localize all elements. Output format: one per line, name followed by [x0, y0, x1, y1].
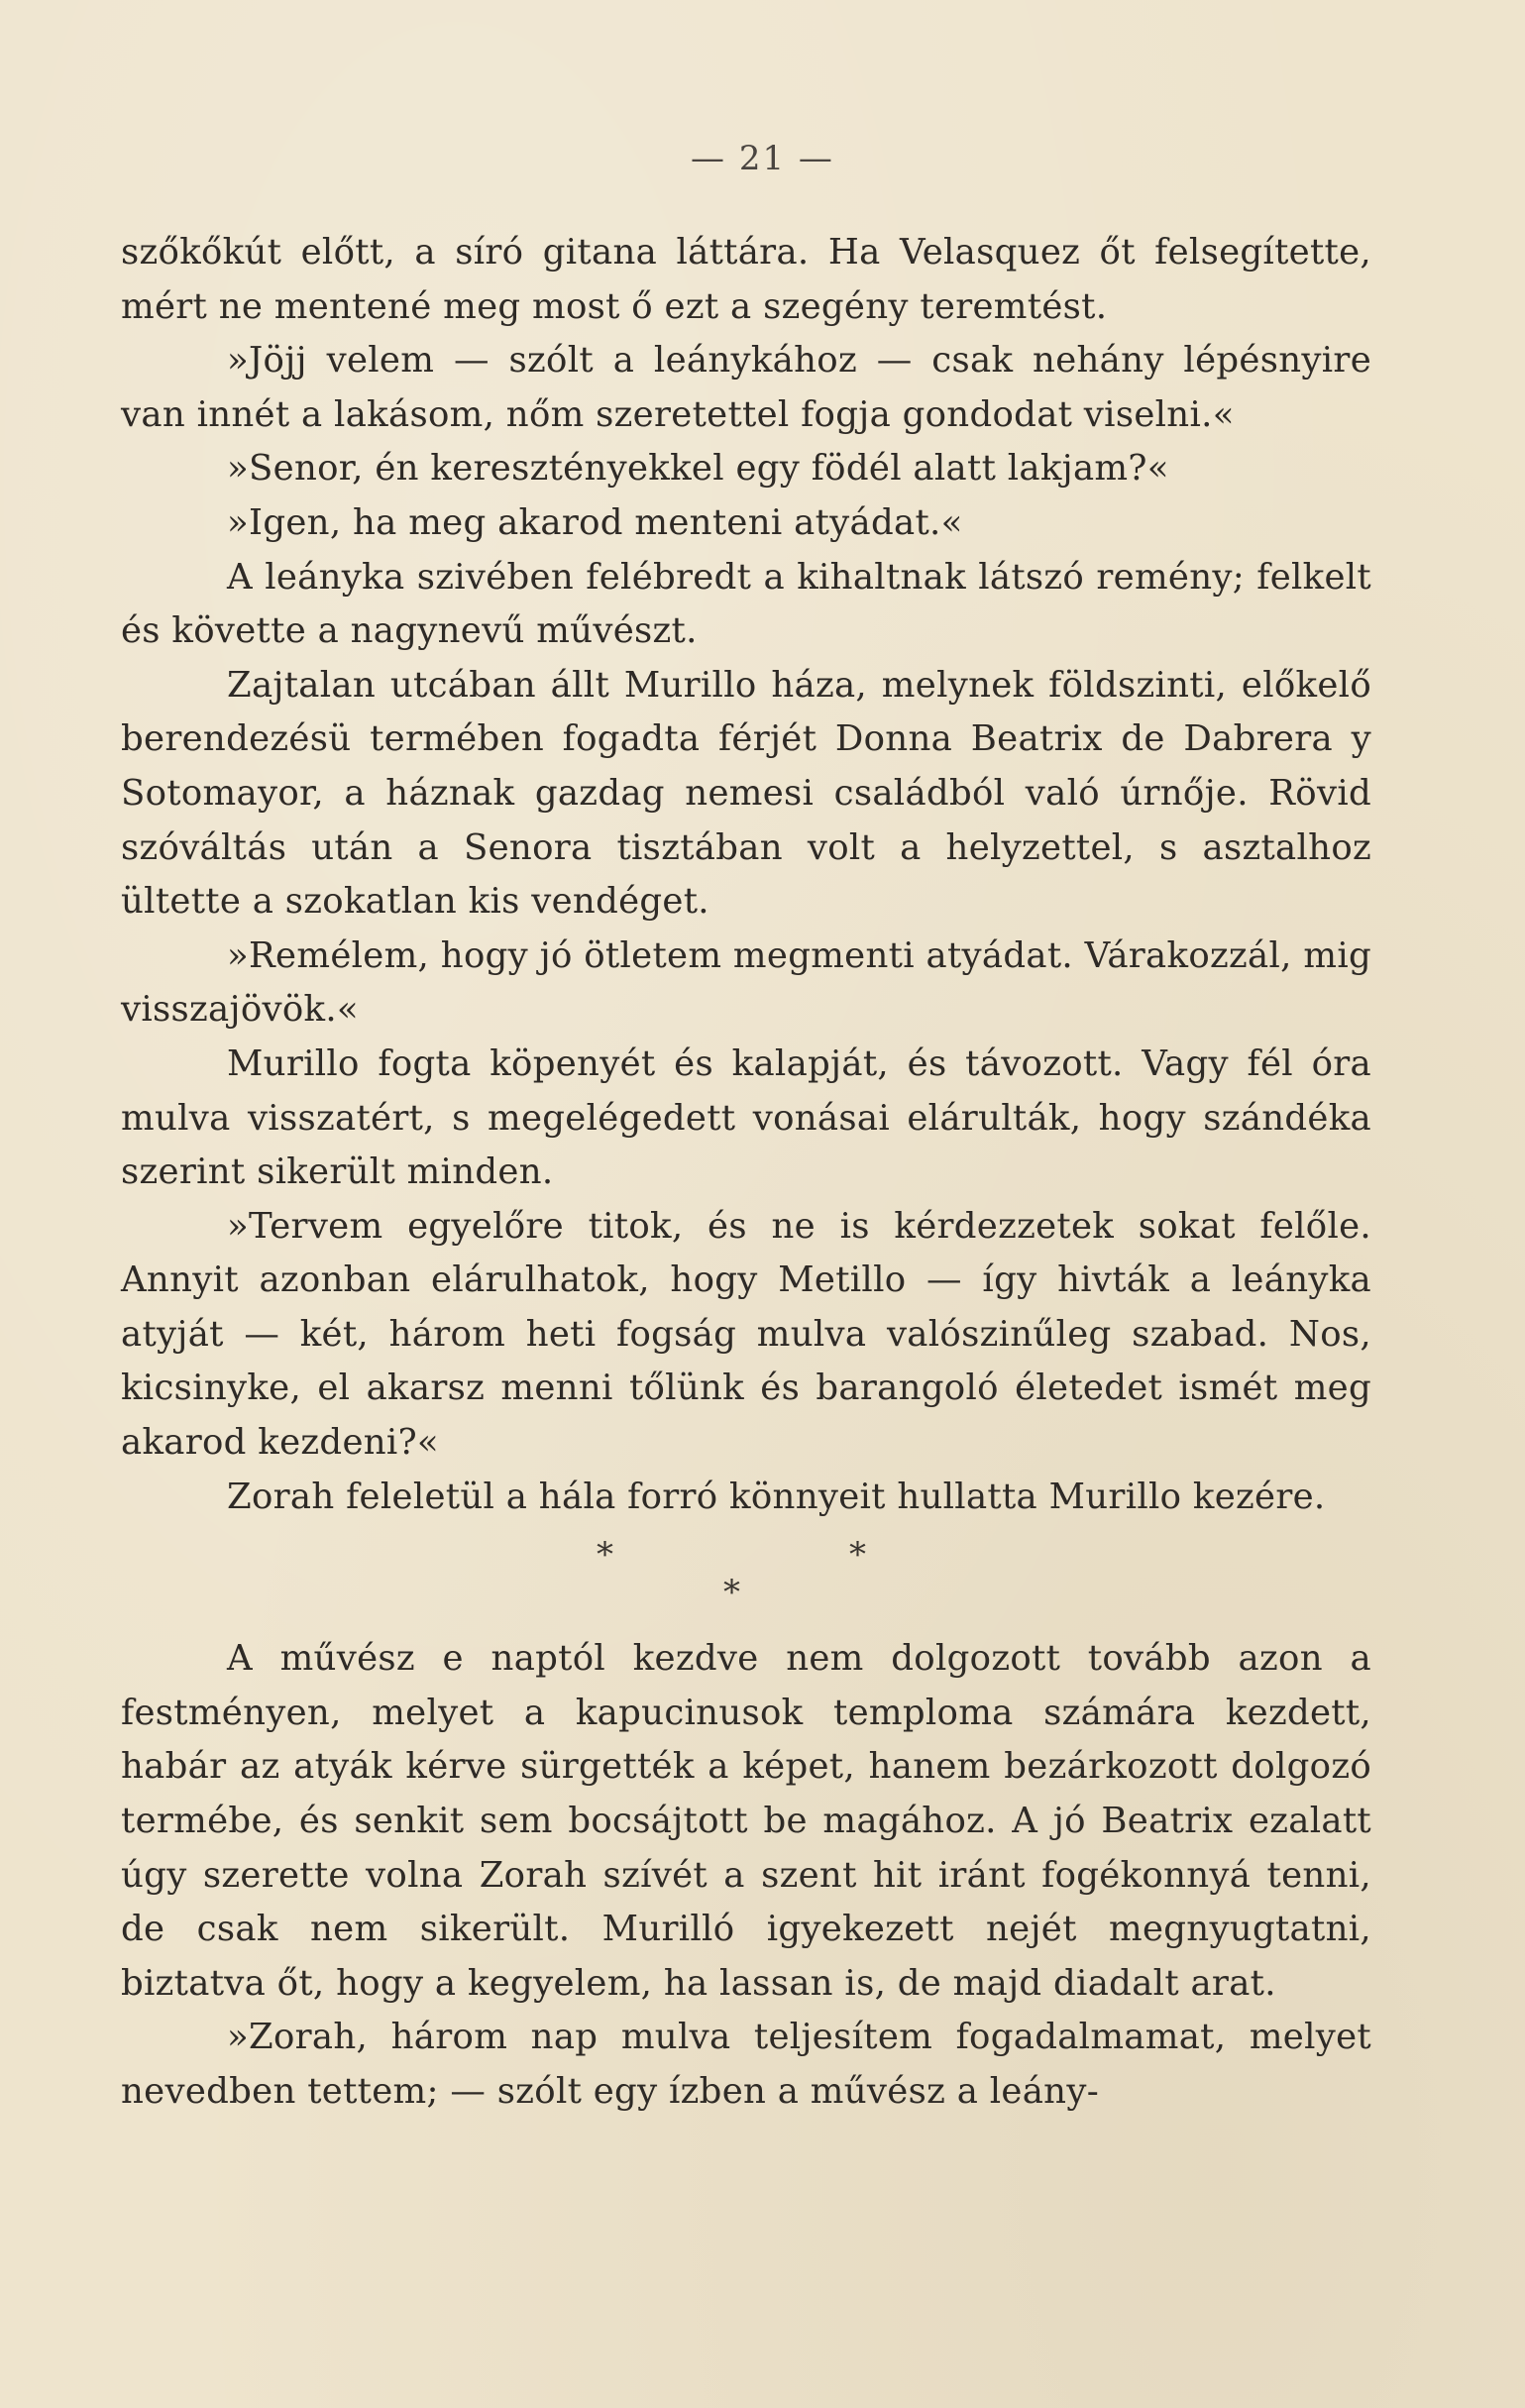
paragraph: »Igen, ha meg akarod menteni atyádat.« [227, 501, 963, 543]
paragraph: »Tervem egyelőre titok, és ne is kérdezzetek sokat felőle. Annyit azonban elárulhatok, hogy Metillo — így hivták a leányka atyját — két, három heti fogság mulva valószinűleg szabad. Nos, kicsinyke, el akarsz menni tőlünk és barangoló életedet ismét meg akarod kezdeni?« [121, 1205, 1371, 1464]
paragraph: A leányka szivében felébredt a kihaltnak látszó remény; felkelt és követte a nagynevű művészt. [121, 556, 1371, 652]
asterisk: * [723, 1573, 741, 1613]
paragraph: »Senor, én keresztényekkel egy födél alatt lakjam?« [227, 448, 1169, 490]
paragraph: Zajtalan utcában állt Murillo háza, melynek földszinti, előkelő berendezésü termében fogadta férjét Donna Beatrix de Dabrera y Sotomayor, a háznak gazdag nemesi családból való úrnője. Rövid szóváltás után a Senora tisztában volt a helyzettel, s asztalhoz ültette a szokatlan kis vendéget. [121, 664, 1371, 923]
paragraph: »Zorah, három nap mulva teljesítem fogadalmamat, melyet nevedben tettem; — szólt egy ízben a művész a leány- [121, 2017, 1371, 2112]
paragraph: »Jöjj velem — szólt a leánykához — csak nehány lépésnyire van innét a lakásom, nőm szeretettel fogja gondodat viselni.« [121, 340, 1371, 435]
asterisk: * [597, 1535, 614, 1576]
paragraph: Murillo fogta köpenyét és kalapját, és távozott. Vagy fél óra mulva visszatért, s megelégedett vonásai elárulták, hogy szándéka szerint sikerült minden. [121, 1042, 1371, 1193]
paragraph: A művész e naptól kezdve nem dolgozott tovább azon a festményen, melyet a kapucinusok temploma számára kezdett, habár az atyák kérve sürgették a képet, hanem bezárkozott dolgozó termébe, és senkit sem bocsájtott be magához. A jó Beatrix ezalatt úgy szerette volna Zorah szívét a szent hit iránt fogékonnyá tenni, de csak nem sikerült. Murilló igyekezett nejét megnyugtatni, biztatva őt, hogy a kegyelem, ha lassan is, de majd diadalt arat. [121, 1638, 1371, 2004]
paragraph: Zorah feleletül a hála forró könnyeit hullatta Murillo kezére. [227, 1476, 1326, 1517]
page-number: — 21 — [691, 139, 834, 178]
paragraph: szőkőkút előtt, a síró gitana láttára. Ha Velasquez őt felsegítette, mért ne mentené meg most ő ezt a szegény teremtést. [121, 232, 1371, 327]
body-text [121, 226, 1371, 2120]
asterisk: * [849, 1535, 867, 1576]
section-separator [121, 1524, 1371, 1632]
paragraph: »Remélem, hogy jó ötletem megmenti atyádat. Várakozzál, mig visszajövök.« [121, 934, 1371, 1031]
